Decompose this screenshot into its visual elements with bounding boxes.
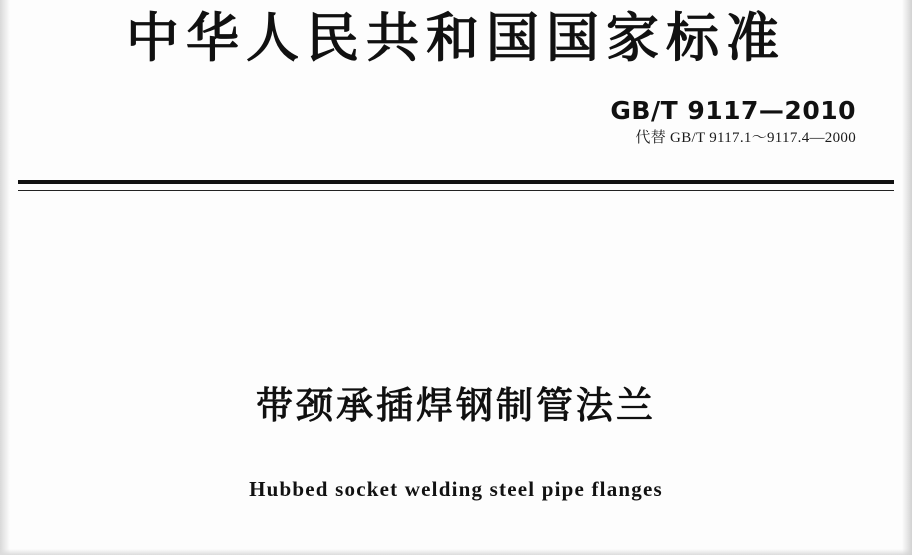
document-title-chinese: 带颈承插焊钢制管法兰: [256, 384, 656, 427]
document-title-english: Hubbed socket welding steel pipe flanges: [249, 477, 663, 501]
header-rule-thin: [18, 190, 894, 191]
national-standard-header: 中华人民共和国国家标准: [126, 8, 786, 69]
standard-number: GB/T 9117—2010: [610, 96, 856, 125]
header-rule-thick: [18, 180, 894, 184]
standard-code-block: [610, 96, 856, 148]
page-bottom-shadow: [0, 549, 912, 555]
replaces-note: 代替 GB/T 9117.1～9117.4—2000: [635, 130, 856, 146]
